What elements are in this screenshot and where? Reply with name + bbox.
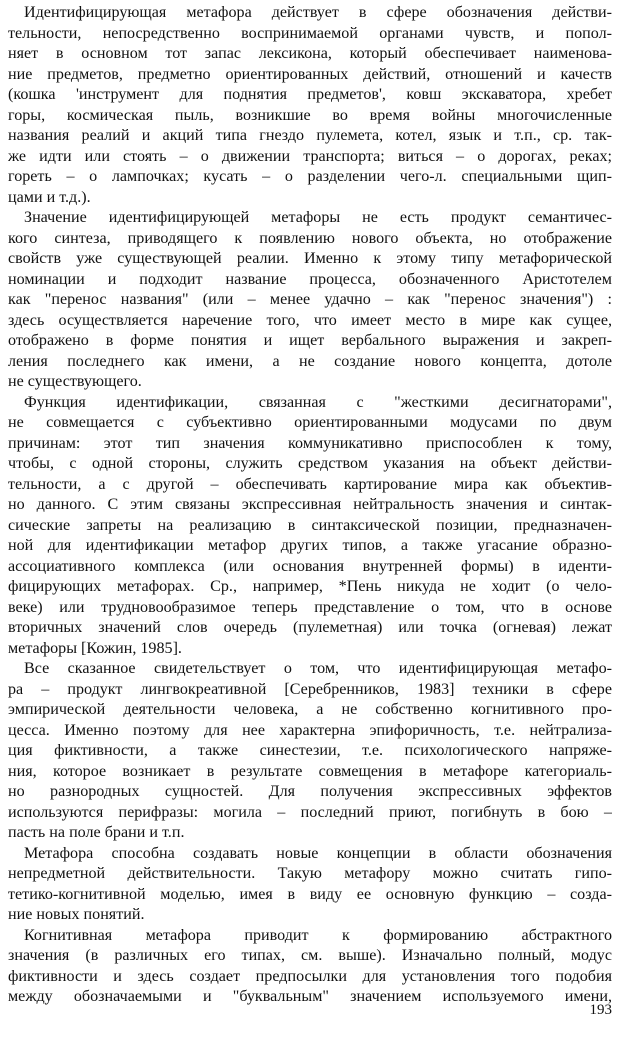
text-line: эмпирической деятельности человека, а не собственно когнитивного про- <box>8 701 612 718</box>
text-line: Значение идентифицирующей метафоры не есть продукт семантичес- <box>24 209 612 226</box>
text-line: ления последнего как имени, а не создание нового концепта, дотоле <box>8 352 612 370</box>
text-line: няет в основном тот запас лексикона, который обеспечивает наименова- <box>8 45 612 62</box>
text-line: здесь осуществляется наречение того, что имеет место в мире как сущее, <box>8 311 612 329</box>
text-line: но разнородных сущностей. Для получения экспрессивных эффектов <box>8 783 612 800</box>
text-line: вторичных значений слов очередь (пулеметная) или точка (огневая) лежат <box>8 619 612 636</box>
paragraph <box>8 393 612 660</box>
paragraph <box>8 659 612 844</box>
text-line: свойств уже существующей реалии. Именно к этому типу метафорической <box>8 250 612 267</box>
text-line: (кошка 'инструмент для поднятия предметов', ковш экскаватора, хребет <box>8 86 612 103</box>
text-line: непредметной действительности. Такую метафору можно считать гипо- <box>8 865 612 882</box>
text-line: цами и т.д.). <box>8 188 91 206</box>
text-line: цесса. Именно поэтому для нее характерна эпифоричность, т.е. нейтрализа- <box>8 721 612 739</box>
text-line: не совмещается с субъективно ориентированными модусами по двум <box>8 414 612 431</box>
text-line: используются перифразы: могила – последний приют, погибнуть в бою – <box>8 803 612 821</box>
text-line: причинам: этот тип значения коммуникативно приспособлен к тому, <box>8 434 612 452</box>
text-line: значения (в различных его типах, см. выше). Изначально полный, модус <box>8 947 612 964</box>
paragraph <box>8 3 612 208</box>
text-line: чтобы, с одной стороны, служить средством указания на объект действи- <box>8 455 612 472</box>
text-line: Все сказанное свидетельствует о том, что идентифицирующая метафо- <box>24 660 612 677</box>
text-line: сические запреты на реализацию в синтаксической позиции, предназначен- <box>8 516 612 534</box>
text-line: кого синтеза, приводящего к появлению нового объекта, но отображение <box>8 229 612 247</box>
text-line: веке) или трудновообразимое теперь представление о том, что в основе <box>8 598 612 616</box>
text-line: как "перенос названия" (или – менее удачно – как "перенос значения") : <box>8 291 612 308</box>
text-line: фиктивности и здесь создает предпосылки для установления того подобия <box>8 967 612 985</box>
text-line: ция фиктивности, а также синестезии, т.е. психологического напряже- <box>8 742 612 759</box>
text-line: Функция идентификации, связанная с "жесткими десигнаторами", <box>24 393 612 411</box>
text-line: фицирующих метафорах. Ср., например, *Пень никуда не ходит (о чело- <box>8 578 612 595</box>
text-line: метафоры [Кожин, 1985]. <box>8 639 182 657</box>
text-line: между обозначаемыми и "буквальным" значением используемого имени, <box>8 988 612 1005</box>
text-line: но данного. С этим связаны экспрессивная нейтральность значения и синтак- <box>8 496 612 513</box>
text-line: же идти или стоять – о движении транспорта; виться – о дорогах, реках; <box>8 147 612 165</box>
text-line: ние новых понятий. <box>8 906 145 923</box>
text-line: ассоциативного комплекса (или основания внутренней формы) в иденти- <box>8 557 612 575</box>
text-line: ния, которое возникает в результате совмещения в метафоре категориаль- <box>8 762 612 780</box>
text-line: не существующего. <box>8 373 142 390</box>
text-line: номинации и подходит название процесса, обозначенного Аристотелем <box>8 270 612 288</box>
text-line: пасть на поле брани и т.п. <box>8 824 185 841</box>
text-line: Идентифицирующая метафора действует в сфере обозначения действи- <box>24 4 612 21</box>
paragraph <box>8 844 612 926</box>
text-line: ние предметов, предметно ориентированных действий, отношений и качеств <box>8 65 612 83</box>
text-line: Метафора способна создавать новые концепции в области обозначения <box>24 844 612 862</box>
text-line: тельности, а с другой – обеспечивать картирование мира как объектив- <box>8 475 612 493</box>
text-line: названия реалий и акций типа гнездо пулемета, котел, язык и т.п., ср. так- <box>8 127 612 144</box>
text-line: гореть – о лампочках; кусать – о разделении чего-л. специальными щип- <box>8 168 612 185</box>
text-line: горы, космическая пыль, возникшие во время войны многочисленные <box>8 106 612 124</box>
text-line: отображено в форме понятия и ищет вербального выражения и закреп- <box>8 332 612 349</box>
text-line: ной для идентификации метафор других типов, а также угасание образно- <box>8 537 612 554</box>
text-line: ра – продукт лингвокреативной [Серебренников, 1983] техники в сфере <box>8 680 612 698</box>
page-number: 193 <box>589 1002 612 1018</box>
paragraph <box>8 926 612 1008</box>
text-line: Когнитивная метафора приводит к формированию абстрактного <box>24 926 612 944</box>
paragraph <box>8 208 612 393</box>
text-line: тельности, непосредственно воспринимаемой органами чувств, и попол- <box>8 24 612 42</box>
text-line: тетико-когнитивной моделью, имея в виду ее основную функцию – созда- <box>8 885 612 903</box>
